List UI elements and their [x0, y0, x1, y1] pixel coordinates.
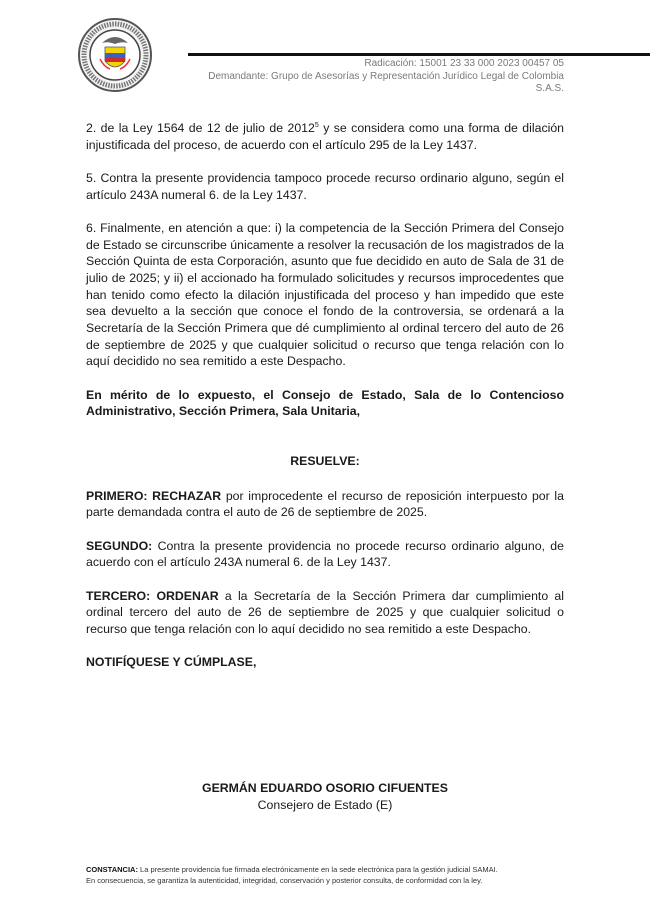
- footnote-ref[interactable]: 5: [314, 121, 319, 129]
- primero-paragraph: PRIMERO: RECHAZAR por improcedente el recurso de reposición interpuesto por la parte demandada contra el auto de 26 de septiembre de 2025.: [86, 488, 564, 520]
- paragraph-6: 6. Finalmente, en atención a que: i) la competencia de la Sección Primera del Consejo de Estado se circunscribe únicamente a resolver la recusación de los magistrados de la Sección Quinta de esta Corporación, asunto que fue decidido en auto de Sala de 31 de julio de 2025; y ii) el accionado ha formulado solicitudes y recursos improcedentes que han tenido como efecto la dilación injustificada del proceso y han impedido que este sea devuelto a la sección que conoce el fondo de la controversia, se ordenará a la Secretaría de la Sección Primera que dé cumplimiento al ordinal tercero del auto de 26 de septiembre de 2025 y que cualquier solicitud o recurso que tenga relación con lo aquí decidido no sea remitido a este Despacho.: [86, 220, 564, 369]
- merito-paragraph: En mérito de lo expuesto, el Consejo de Estado, Sala de lo Contencioso Administrativo, Sección Primera, Sala Unitaria,: [86, 387, 564, 419]
- segundo-label: SEGUNDO:: [86, 538, 153, 553]
- demandante-line-2: S.A.S.: [535, 83, 564, 94]
- paragraph-2: 2. de la Ley 1564 de 12 de julio de 2012$^5$ y se considera como una forma de dilación injustificada del proceso, de acuerdo con el artículo 295 de la Ley 1437.: [86, 121, 564, 152]
- primero-label: PRIMERO: RECHAZAR: [86, 488, 222, 503]
- constancia-footer: CONSTANCIA: La presente providencia fue firmada electrónicamente en la sede electrónica para la gestión judicial SAMAI. En consecuencia, se garantiza la autenticidad, integridad, conservación y posterior consulta, de conformidad con la ley.: [86, 865, 498, 885]
- resuelve-heading: RESUELVE:: [290, 454, 360, 469]
- constancia-label: CONSTANCIA:: [86, 865, 138, 874]
- signer-title: Consejero de Estado (E): [257, 797, 393, 812]
- colombia-coat-of-arms-seal-icon: [74, 17, 156, 93]
- signer-name: GERMÁN EDUARDO OSORIO CIFUENTES: [202, 781, 448, 795]
- notifiquese-line: NOTIFÍQUESE Y CÚMPLASE,: [86, 655, 257, 670]
- segundo-paragraph: SEGUNDO: Contra la presente providencia no procede recurso ordinario alguno, de acuerdo con el artículo 243A numeral 6. de la Ley 1437.: [86, 538, 564, 570]
- tercero-paragraph: TERCERO: ORDENAR a la Secretaría de la Sección Primera dar cumplimiento al ordinal tercero del auto de 26 de septiembre de 2025 y que cualquier solicitud o recurso que tenga relación con lo aquí decidido no sea remitido a este Despacho.: [86, 588, 564, 636]
- document-header: [208, 58, 564, 96]
- document-body: [86, 120, 564, 687]
- header-rule: [188, 53, 650, 56]
- radicacion-number: Radicación: 15001 23 33 000 2023 00457 05: [364, 58, 564, 69]
- demandante-line-1: Demandante: Grupo de Asesorías y Representación Jurídico Legal de Colombia: [208, 70, 564, 82]
- signature-block: [0, 780, 650, 813]
- paragraph-5: 5. Contra la presente providencia tampoco procede recurso ordinario alguno, según el artículo 243A numeral 6. de la Ley 1437.: [86, 170, 564, 202]
- tercero-label: TERCERO: ORDENAR: [86, 588, 219, 603]
